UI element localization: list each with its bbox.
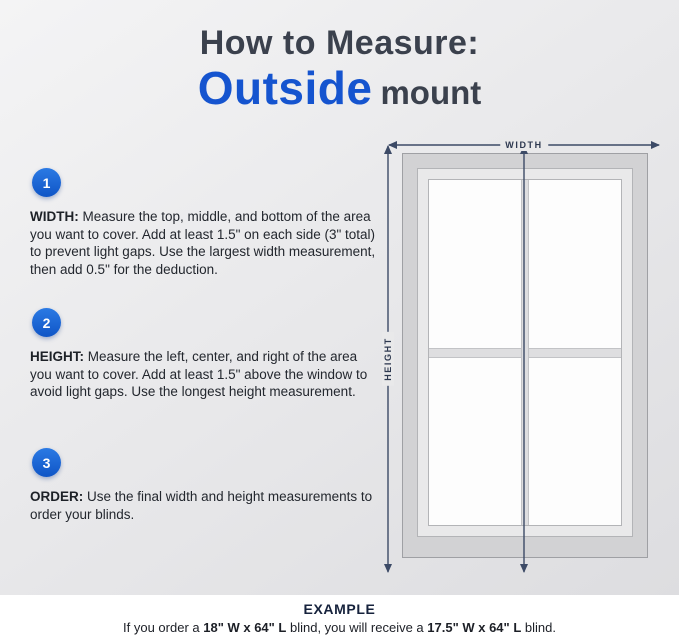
title-suffix: mount	[380, 74, 482, 111]
window-diagram	[378, 133, 670, 585]
page-title	[0, 24, 679, 114]
title-line1: How to Measure:	[199, 24, 480, 62]
step-3	[30, 448, 382, 523]
example-bold1: 18" W x 64" L	[203, 620, 287, 635]
example-bold2: 17.5" W x 64" L	[427, 620, 522, 635]
example-middle: blind, you will receive a	[286, 620, 428, 635]
step-1-text	[30, 208, 382, 278]
measurement-arrows-icon	[378, 133, 670, 585]
title-highlight: Outside	[197, 62, 373, 114]
title-line2	[0, 62, 679, 114]
step-3-badge: 3	[32, 448, 61, 477]
step-1-badge: 1	[32, 168, 61, 197]
step-2-badge: 2	[32, 308, 61, 337]
width-label: WIDTH	[500, 139, 548, 151]
step-1-body: Measure the top, middle, and bottom of the area you want to cover. Add at least 1.5" on each side (3" total) to prevent light gaps. Use the largest width measurement, then add 0.5" for the deduction.	[30, 209, 376, 277]
example-footer	[0, 595, 679, 644]
step-2-body: Measure the left, center, and right of the area you want to cover. Add at least 1.5" above the window to avoid light gaps. Use the longest height measurement.	[30, 349, 368, 400]
step-3-text	[30, 488, 382, 523]
example-suffix: blind.	[521, 620, 556, 635]
height-label: HEIGHT	[382, 332, 394, 386]
step-2	[30, 308, 382, 401]
step-1-label: WIDTH:	[30, 209, 79, 224]
example-prefix: If you order a	[123, 620, 204, 635]
example-heading: EXAMPLE	[303, 601, 376, 617]
example-text	[0, 620, 679, 635]
step-3-body: Use the final width and height measurements to order your blinds.	[30, 489, 373, 522]
step-3-label: ORDER:	[30, 489, 84, 504]
step-1	[30, 168, 382, 278]
step-2-label: HEIGHT:	[30, 349, 84, 364]
step-2-text	[30, 348, 382, 401]
